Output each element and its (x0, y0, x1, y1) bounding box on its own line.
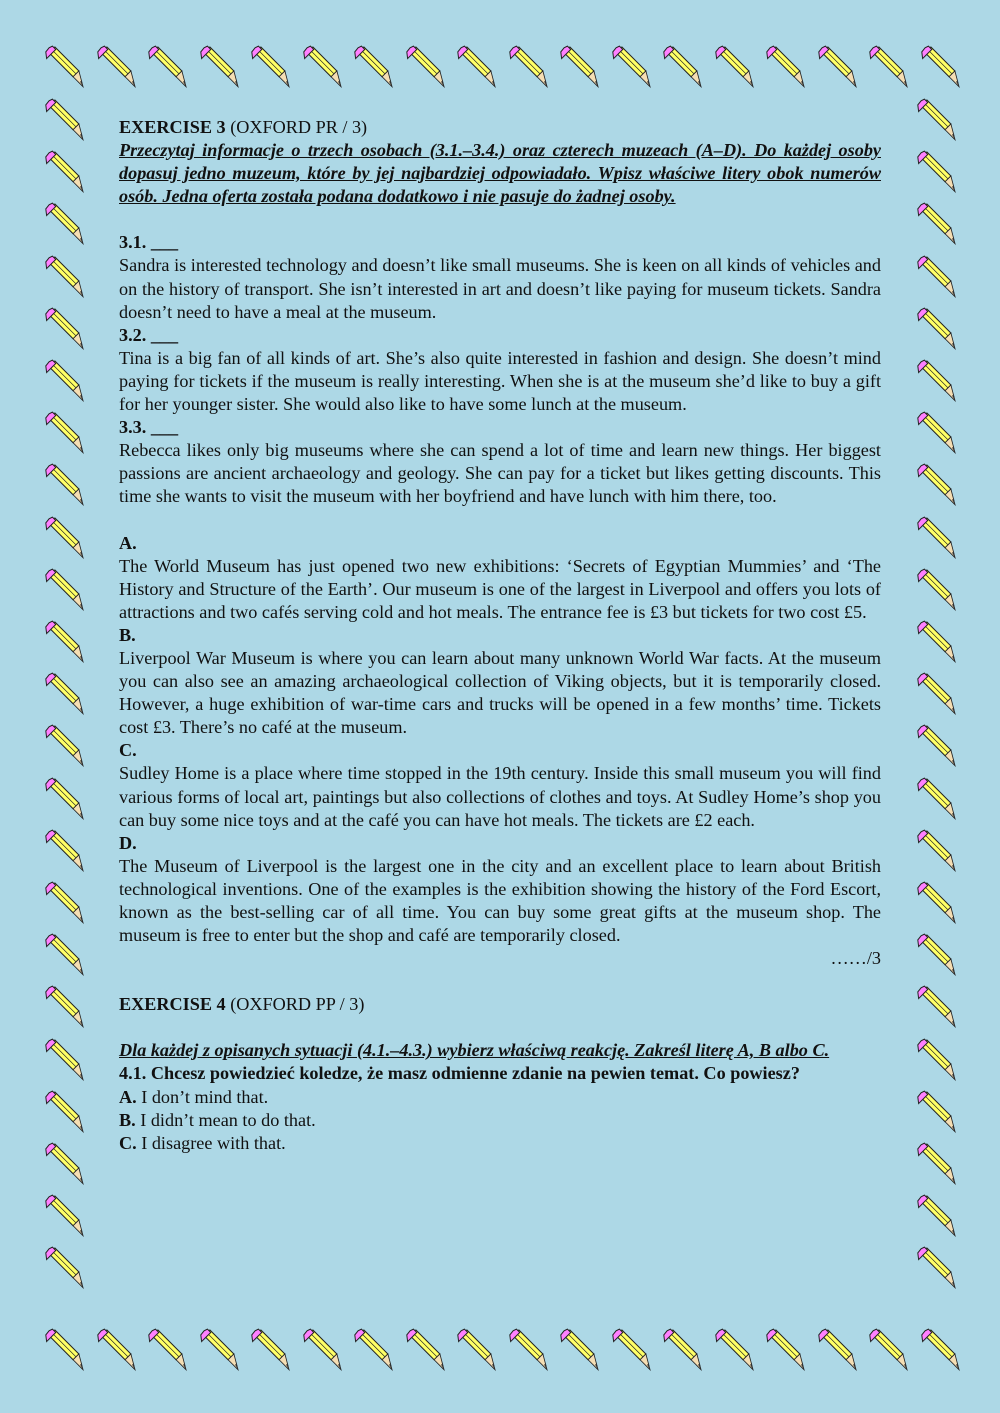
pencil-icon (143, 42, 191, 90)
pencil-icon (912, 147, 960, 195)
pencil-icon (40, 1035, 88, 1083)
pencil-icon (40, 617, 88, 665)
pencil-icon (912, 826, 960, 874)
pencil-icon (912, 669, 960, 717)
pencil-icon (92, 42, 140, 90)
pencil-icon (658, 42, 706, 90)
pencil-icon (40, 774, 88, 822)
pencil-icon (912, 408, 960, 456)
pencil-icon (40, 1325, 88, 1373)
pencil-icon (912, 460, 960, 508)
pencil-icon (912, 252, 960, 300)
pencil-icon (401, 42, 449, 90)
pencil-icon (40, 565, 88, 613)
question-4-1: 4.1. Chcesz powiedzieć koledze, że masz odmienne zdanie na pewien temat. Co powiesz? (119, 1063, 800, 1084)
pencil-icon (813, 1325, 861, 1373)
pencil-icon (40, 356, 88, 404)
person-3-1-text: Sandra is interested technology and doesn’t like small museums. She is keen on all kinds of vehicles and on the history of transport. She isn’t interested in art and doesn’t like paying for museum tickets. Sandra doesn’t need to have a meal at the museum. (119, 255, 881, 322)
pencil-icon (912, 1087, 960, 1135)
option-b (119, 1109, 881, 1132)
worksheet-content (119, 116, 881, 1155)
option-c-text: I disagree with that. (136, 1132, 286, 1153)
pencil-icon (246, 1325, 294, 1373)
pencil-icon (761, 42, 809, 90)
pencil-icon (912, 565, 960, 613)
pencil-icon (195, 1325, 243, 1373)
pencil-icon (607, 1325, 655, 1373)
pencil-icon (813, 42, 861, 90)
museum-d-letter: D. (119, 832, 137, 853)
pencil-icon (40, 460, 88, 508)
pencil-icon (912, 95, 960, 143)
pencil-icon (40, 669, 88, 717)
exercise3-instruction: Przeczytaj informacje o trzech osobach (3.1.–3.4.) oraz czterech muzeach (A–D). Do każdej osoby dopasuj jedno muzeum, które by jej najbardziej odpowiadało. Wpisz właściwe litery obok numerów osób. Jedna oferta została podana dodatkowo i nie pasuje do żadnej osoby. (119, 140, 881, 207)
person-3-2-number: 3.2. ___ (119, 324, 179, 345)
exercise4-heading (119, 993, 881, 1016)
person-3-3-text: Rebecca likes only big museums where she can spend a lot of time and learn new things. Her biggest passions are ancient archaeology and geology. She can pay for a ticket but likes getting discounts. This time she wants to visit the museum with her boyfriend and have lunch with him there, too. (119, 440, 881, 507)
pencil-icon (912, 1191, 960, 1239)
pencil-icon (912, 1139, 960, 1187)
pencil-icon (607, 42, 655, 90)
exercise3-score: ……/3 (830, 948, 881, 969)
pencil-icon (912, 878, 960, 926)
pencil-icon (912, 617, 960, 665)
pencil-icon (40, 1243, 88, 1291)
museum-d-text: The Museum of Liverpool is the largest one in the city and an excellent place to learn about British technological inventions. One of the examples is the exhibition showing the history of the Ford Escort, known as the best-selling car of all time. You can buy some great gifts at the museum shop. The museum is free to enter but the shop and café are temporarily closed. (119, 855, 881, 946)
pencil-icon (912, 513, 960, 561)
pencil-icon (504, 42, 552, 90)
pencil-icon (298, 42, 346, 90)
museum-a-text: The World Museum has just opened two new exhibitions: ‘Secrets of Egyptian Mummies’ and ‘The History and Structure of the Earth’. Our museum is one of the largest in Liverpool and offers you lots of attractions and two cafés serving cold and hot meals. The entrance fee is £3 but tickets for two cost £5. (119, 555, 881, 622)
pencil-icon (298, 1325, 346, 1373)
museum-c-letter: C. (119, 740, 137, 761)
exercise4-title: EXERCISE 4 (119, 994, 226, 1015)
pencil-icon (912, 304, 960, 352)
pencil-icon (658, 1325, 706, 1373)
pencil-icon (92, 1325, 140, 1373)
pencil-icon (40, 1087, 88, 1135)
pencil-icon (40, 252, 88, 300)
pencil-icon (504, 1325, 552, 1373)
pencil-icon (452, 1325, 500, 1373)
pencil-icon (401, 1325, 449, 1373)
pencil-icon (40, 826, 88, 874)
pencil-icon (40, 1139, 88, 1187)
exercise3-heading (119, 116, 881, 139)
person-3-1-number: 3.1. ___ (119, 232, 179, 253)
pencil-icon (195, 42, 243, 90)
option-b-text: I didn’t mean to do that. (135, 1109, 316, 1130)
pencil-icon (555, 42, 603, 90)
pencil-icon (246, 42, 294, 90)
pencil-icon (349, 42, 397, 90)
exercise4-source: (OXFORD PP / 3) (230, 994, 365, 1015)
pencil-icon (916, 42, 964, 90)
pencil-icon (40, 930, 88, 978)
option-a-text: I don’t mind that. (136, 1086, 269, 1107)
pencil-icon (912, 1035, 960, 1083)
pencil-icon (555, 1325, 603, 1373)
pencil-icon (40, 1191, 88, 1239)
museum-b-text: Liverpool War Museum is where you can learn about many unknown World War facts. At the museum you can also see an amazing archaeological collection of Viking objects, but it is temporarily closed. However, a huge exhibition of war-time cars and trucks will be opened in a few months’ time. Tickets cost £3. There’s no café at the museum. (119, 647, 881, 738)
pencil-icon (912, 1243, 960, 1291)
pencil-icon (912, 721, 960, 769)
pencil-icon (912, 199, 960, 247)
option-a (119, 1086, 881, 1109)
pencil-icon (40, 513, 88, 561)
option-c (119, 1132, 881, 1155)
exercise4-instruction: Dla każdej z opisanych sytuacji (4.1.–4.3.) wybierz właściwą reakcję. Zakreśl literę A, B albo C. (119, 1040, 830, 1061)
museum-a-letter: A. (119, 532, 137, 553)
pencil-icon (452, 42, 500, 90)
pencil-icon (761, 1325, 809, 1373)
pencil-icon (40, 199, 88, 247)
museum-c-text: Sudley Home is a place where time stopped in the 19th century. Inside this small museum you will find various forms of local art, paintings but also collections of clothes and toys. At Sudley Home’s shop you can buy some nice toys and at the café you can have hot meals. The tickets are £2 each. (119, 763, 881, 830)
pencil-icon (40, 42, 88, 90)
pencil-icon (710, 42, 758, 90)
option-a-letter: A. (119, 1086, 137, 1107)
pencil-icon (916, 1325, 964, 1373)
exercise3-source: (OXFORD PR / 3) (230, 117, 368, 137)
pencil-icon (710, 1325, 758, 1373)
pencil-icon (40, 95, 88, 143)
pencil-icon (912, 982, 960, 1030)
pencil-icon (40, 721, 88, 769)
pencil-icon (912, 774, 960, 822)
pencil-icon (40, 878, 88, 926)
option-c-letter: C. (119, 1132, 137, 1153)
pencil-icon (40, 304, 88, 352)
person-3-2-text: Tina is a big fan of all kinds of art. She’s also quite interested in fashion and design. She doesn’t mind paying for tickets if the museum is really interesting. When she is at the museum she’d like to buy a gift for her younger sister. She would also like to have some lunch at the museum. (119, 347, 881, 415)
pencil-icon (912, 930, 960, 978)
pencil-icon (349, 1325, 397, 1373)
pencil-icon (864, 1325, 912, 1373)
pencil-icon (912, 356, 960, 404)
person-3-3-number: 3.3. ___ (119, 417, 179, 438)
pencil-icon (40, 982, 88, 1030)
exercise3-title: EXERCISE 3 (119, 117, 226, 137)
pencil-icon (143, 1325, 191, 1373)
museum-b-letter: B. (119, 624, 136, 645)
pencil-icon (864, 42, 912, 90)
option-b-letter: B. (119, 1109, 136, 1130)
pencil-icon (40, 408, 88, 456)
pencil-icon (40, 147, 88, 195)
